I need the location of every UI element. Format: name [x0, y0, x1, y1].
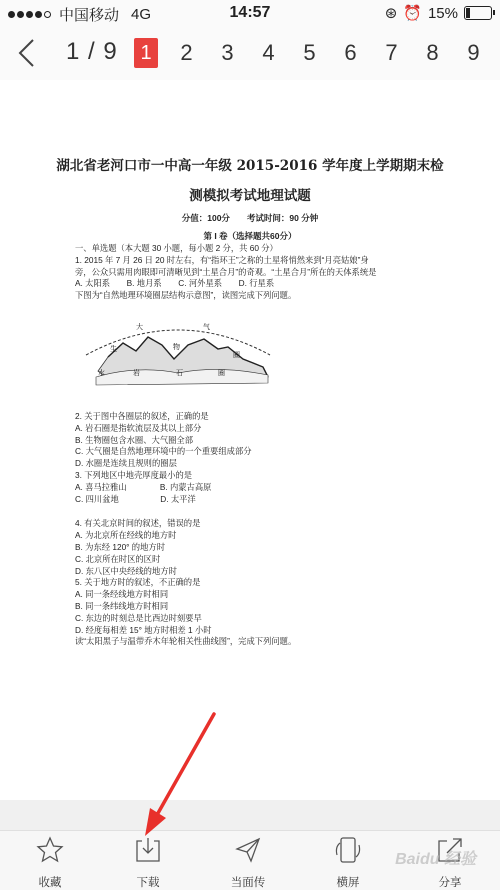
watermark: Baidu 经验	[395, 851, 476, 868]
carrier-label: 中国移动	[59, 7, 120, 24]
rotate-icon	[333, 835, 363, 865]
landscape-label: 横屏	[336, 877, 360, 889]
diagram-label: 水	[98, 369, 105, 377]
alarm-icon: ⏰	[403, 5, 422, 22]
text-line: 2. 关于图中各圈层的叙述，正确的是	[75, 411, 209, 421]
page-tab-6[interactable]: 6	[344, 40, 357, 65]
status-right	[385, 4, 492, 22]
text-line: 旁，公众只需用肉眼即可清晰见到“土星合月”的奇观。“土星合月”所在的天体系统是	[75, 266, 377, 277]
geosphere-diagram	[78, 315, 278, 395]
doc-title-line1: 湖北省老河口市一中高一年级 2015-2016 学年度上学期期末检	[56, 158, 444, 174]
text-line: A. 同一条经线地方时相同	[75, 589, 169, 600]
text-line: C. 东边的时刻总是比西边时刻要早	[75, 612, 202, 623]
text-line: C. 大气圈是自然地理环境中的一个重要组成部分	[75, 446, 252, 457]
text-line: 4. 有关北京时间的叙述，错误的是	[75, 518, 201, 529]
download-icon	[133, 835, 163, 865]
diagram-label: 生	[110, 345, 117, 353]
doc-title-line2: 测模拟考试地理试题	[189, 188, 311, 204]
question-block-bottom	[75, 411, 425, 648]
face-to-face-label: 当面传	[230, 877, 266, 889]
page-tab-2[interactable]: 2	[180, 40, 193, 65]
text-line	[75, 505, 425, 518]
back-chevron-icon[interactable]	[16, 38, 38, 68]
text-line: 下图为“自然地理环境圈层结构示意图”，读图完成下列问题。	[75, 290, 297, 301]
rotation-lock-icon: ⊛	[384, 5, 398, 22]
question-block-top	[75, 243, 425, 302]
text-line: A. 喜马拉雅山 B. 内蒙古高原	[75, 481, 212, 492]
diagram-label: 气	[203, 323, 210, 331]
text-line: B. 为东经 120° 的地方时	[75, 541, 165, 552]
doc-section-heading: 第 I 卷（选择题共60分）	[203, 231, 297, 241]
star-icon	[35, 835, 65, 865]
download-button[interactable]	[118, 835, 178, 890]
text-line: 3. 下列地区中地壳厚度最小的是	[75, 469, 193, 480]
page-tab-3[interactable]: 3	[221, 40, 234, 65]
text-line: A. 为北京所在经线的地方时	[75, 530, 177, 541]
text-line: 1. 2015 年 7 月 26 日 20 时左右，有“指环王”之称的土星将悄然来到“月亮姑娘”身	[75, 254, 369, 265]
text-line: B. 生物圈包含水圈、大气圈全部	[75, 434, 194, 445]
page-tab-8[interactable]: 8	[426, 40, 439, 65]
favorite-label: 收藏	[38, 877, 62, 889]
diagram-label: 岩	[133, 369, 140, 377]
text-line: D. 经度每相差 15° 地方时相差 1 小时	[75, 624, 212, 635]
text-line: A. 太阳系 B. 地月系 C. 河外星系 D. 行星系	[75, 278, 275, 289]
diagram-label: 大	[136, 323, 143, 331]
doc-meta: 分值：100分 考试时间：90 分钟	[181, 213, 319, 223]
diagram-label: 石	[176, 369, 183, 377]
page-number-list	[134, 38, 494, 68]
favorite-button[interactable]	[20, 835, 80, 890]
text-line: 读“太阳黑子与温带乔木年轮相关性曲线图”，完成下列问题。	[75, 636, 297, 647]
face-to-face-send-button[interactable]	[218, 835, 278, 890]
text-line: C. 北京所在时区的区时	[75, 553, 161, 564]
clock: 14:57	[229, 4, 271, 21]
battery-icon	[464, 6, 492, 20]
page-tab-9[interactable]: 9	[467, 40, 480, 65]
download-label: 下载	[136, 877, 160, 889]
page-tab-5[interactable]: 5	[303, 40, 316, 65]
diagram-label: 物	[173, 343, 180, 351]
page-tab-1[interactable]: 1	[134, 38, 158, 68]
diagram-label: 圈	[233, 351, 240, 359]
document-page[interactable]	[0, 80, 500, 800]
page-tab-4[interactable]: 4	[262, 40, 275, 65]
status-bar	[0, 0, 500, 26]
text-line: B. 同一条纬线地方时相同	[75, 600, 169, 611]
text-line: 一、单选题（本大题 30 小题，每小题 2 分，共 60 分）	[75, 243, 278, 253]
send-icon	[233, 835, 263, 865]
text-line: D. 东八区中央经线的地方时	[75, 565, 177, 576]
diagram-label: 圈	[218, 369, 225, 377]
battery-percent: 15%	[427, 4, 458, 22]
network-label: 4G	[131, 6, 152, 23]
page-gap	[0, 800, 500, 830]
page-indicator: 1 / 9	[66, 38, 118, 65]
page-nav-bar	[0, 26, 500, 80]
text-line: C. 四川盆地 D. 太平洋	[75, 493, 196, 504]
share-label: 分享	[438, 877, 462, 889]
text-line: 5. 关于地方时的叙述，不正确的是	[75, 577, 201, 588]
landscape-button[interactable]	[318, 835, 378, 890]
text-line: D. 水圈是连续且规则的圈层	[75, 458, 177, 469]
page-tab-7[interactable]: 7	[385, 40, 398, 65]
text-line: A. 岩石圈是指软流层及其以上部分	[75, 422, 202, 433]
